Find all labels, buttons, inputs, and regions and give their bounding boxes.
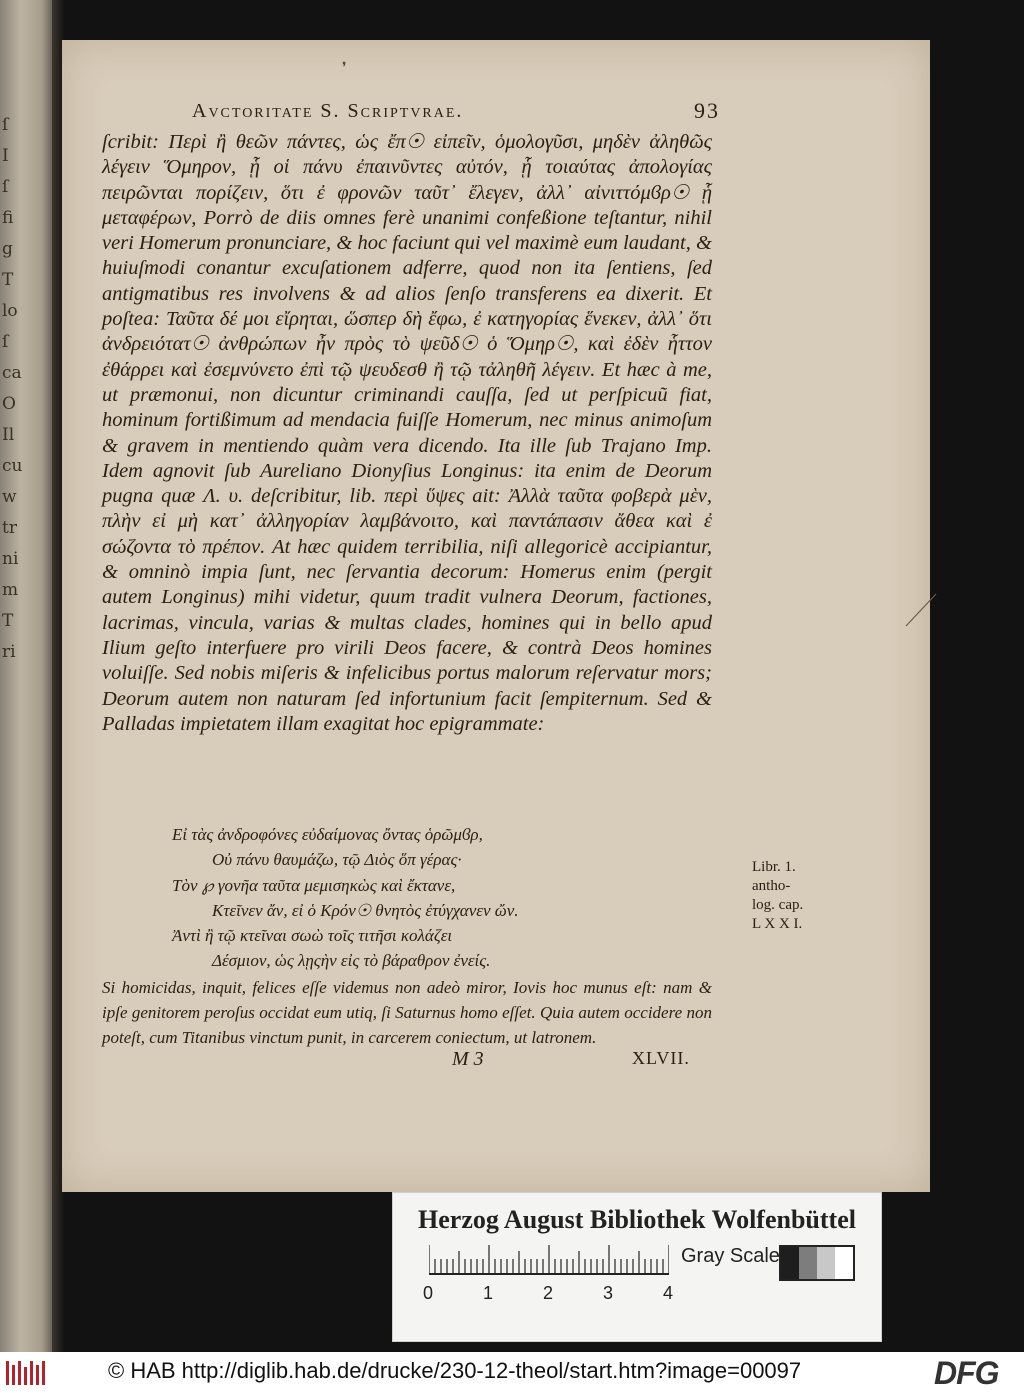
fragment: ni: [2, 549, 19, 569]
fragment: ri: [2, 642, 16, 662]
poem-line: Οὐ πάνυ θαυμάζω, τῷ Διὸς ὅπ γέρας·: [212, 850, 462, 870]
gray-swatch-white: [835, 1247, 853, 1279]
gray-swatch-mid: [799, 1247, 817, 1279]
library-barcode-icon: [6, 1359, 46, 1387]
ink-mark-icon: ❜: [342, 60, 347, 76]
dfg-logo: DFG: [934, 1355, 999, 1391]
poem-line: Ἀντὶ ἢ τῷ κτεῖναι σωὼ τοῖς τιτῆσι κολάζει: [172, 926, 453, 946]
marginal-note: [752, 858, 832, 934]
fragment: Il: [2, 425, 15, 445]
fragment: O: [2, 394, 16, 414]
poem-line: Κτεῖνεν ἄν, εἰ ὁ Κρόν☉ θνητὸς ἐτύγχανεν ὤν.: [212, 900, 519, 920]
poem-line: Εἰ τὰς ἀνδροφόνες εὐδαίμονας ὄντας ὁρῶμϐρ,: [172, 825, 483, 844]
poem-line: Τὸν ℘ γονῆα ταῦτα μεμισηκὼς καὶ ἔκτανε,: [172, 875, 456, 895]
fragment: cu: [2, 456, 23, 476]
ruler-number: 0: [423, 1283, 434, 1303]
fragment: w: [2, 487, 17, 507]
pencil-mark-icon: [902, 590, 942, 630]
fragment: ſ: [2, 115, 9, 135]
fragment: T: [2, 270, 14, 290]
gray-scale-swatch: [779, 1245, 855, 1281]
translation-paragraph: Si homicidas, inquit, felices eſſe videmus non adeò miror, Iovis hoc munus eſt: nam & ipſe genitorem peroſus occidat eum utiq, ſi Saturnus homo eſſet. Quia autem occidere non poteſt, cum Titanibus vinctum punit, in carcerem coniectum, ut latronem.: [102, 978, 712, 1047]
footer-bar: [0, 1352, 1024, 1393]
page-number: 93: [694, 98, 720, 123]
fragment: lo: [2, 301, 18, 321]
gray-scale-label: Gray Scale: [681, 1245, 780, 1267]
running-head: [102, 98, 720, 126]
signature-mark: M 3: [452, 1048, 484, 1070]
left-page-edge: [0, 0, 52, 1352]
library-label-card: [392, 1192, 882, 1342]
fragment: fi: [2, 208, 14, 228]
book-page: [62, 40, 930, 1192]
ruler-number: 1: [483, 1283, 494, 1303]
poem-line: Δέσμιον, ὡς λῃςὴν εἰς τὸ βάραθρον ἐνείς.: [212, 951, 491, 971]
gray-swatch-black: [781, 1247, 799, 1279]
fragment: ſ: [2, 332, 9, 352]
ruler-numbers: [423, 1283, 683, 1305]
marginal-line: L X X I.: [752, 916, 803, 932]
ruler-number: 3: [603, 1283, 614, 1303]
marginal-line: antho-: [752, 878, 791, 894]
scale-ruler: [429, 1245, 669, 1275]
fragment: T: [2, 611, 14, 631]
fragment: ſ: [2, 177, 9, 197]
fragment: ca: [2, 363, 22, 383]
left-page-text-fragments: [2, 110, 48, 668]
main-paragraph: ſcribit: Περὶ ἢ θεῶν πάντες, ὡς ἔπ☉ εἰπεῖν, ὁμολογῦσι, μηδὲν ἀληθῶς λέγειν Ὅμηρον, ᾗ οἱ πάνυ ἐπαινῦντες αὐτόν, ᾗ τοιαύτας ἀπολογίας πειρῶνται πορίζειν, ὅτι ἐ φρονῶν ταῦτ᾽ ἔλεγεν, ἀλλ᾽ αἰνιττόμϐρ☉ ᾗ μεταφέρων, Porrò de diis omnes ferè unanimi confeßione teſtantur, nihil veri Homerum pronunciare, & hoc faciunt qui vel maximè eum laudant, & huiuſmodi conantur excuſationem adferre, quod non ita ſentiens, ſed antigmatibus res involvens & ad alios ſenſo transferens ea dixerit. Et poſtea: Ταῦτα δέ μοι εἴρηται, ὥσπερ δὴ ἔφω, ἐ κατηγορίας ἕνεκεν, ἀλλ᾽ ὅτι ἀνδρειότατ☉ ἀνθρώπων ἦν πρὸς τὸ ψεῦδ☉ ὁ Ὅμηρ☉, καὶ ἐδὲν ἧττον ἐθάρρει καὶ ἐσεμνύνετο ἐπὶ τῷ ψευδεσθ ἢ τῷ τἀληθῆ λέγειν. Et hæc à me, ut præmonui, non dicuntur criminandi cauſſa, ſed ut perſpicuũ fiat, hominum fortißimum ad mendacia fuiſſe Homerum, nec minus animoſum & gravem in mentiendo quàm vera dicendo. Ita ille ſub Trajano Imp. Idem agnovit ſub Aureliano Dionyſius Longinus: ita enim de Deorum pugna quæ Λ. υ. deſcribitur, lib. περὶ ὕψες ait: Ἀλλὰ ταῦτα φοβερὰ μὲν, πλὴν εἰ μὴ κατ᾽ ἀλληγορίαν λαμβάνοιτο, καὶ παντάπασιν ἄθεα καὶ ἐ σώζοντα τὸ πρέπον. At hæc quidem terribilia, niſi allegoricè accipiantur, & omninò impia ſunt, nec ſervantia decorum: Homerus enim (pergit autem Longinus) mihi videtur, quum tradit vulnera Deorum, factiones, lacrimas, vincula, varias & multas clades, homines qui in bello apud Ilium geſto interfuere pro virili Deos facere, & contrà Deos homines voluiſſe. Sed nobis miſeris & infelicibus portus malorum reſervatur mors; Deorum autem non naturam ſed infortunium facit ſempiternum. Sed & Palladas impietatem illam exagitat hoc epigrammate:: [102, 131, 712, 735]
library-name: Herzog August Bibliothek Wolfenbüttel: [418, 1205, 856, 1234]
ruler-number: 2: [543, 1283, 554, 1303]
gray-swatch-light: [817, 1247, 835, 1279]
fragment: tr: [2, 518, 17, 538]
fragment: I: [2, 146, 9, 166]
catchword: XLVII.: [632, 1048, 690, 1068]
epigram: [172, 822, 632, 974]
copyright-link[interactable]: © HAB http://diglib.hab.de/drucke/230-12-theol/start.htm?image=00097: [108, 1358, 802, 1383]
running-head-title: Avctoritate S. Scriptvrae.: [192, 100, 464, 122]
ruler-number: 4: [663, 1283, 674, 1303]
fragment: m: [2, 580, 19, 600]
marginal-line: Libr. 1.: [752, 859, 796, 875]
fragment: g: [2, 239, 13, 259]
marginal-line: log. cap.: [752, 897, 804, 913]
